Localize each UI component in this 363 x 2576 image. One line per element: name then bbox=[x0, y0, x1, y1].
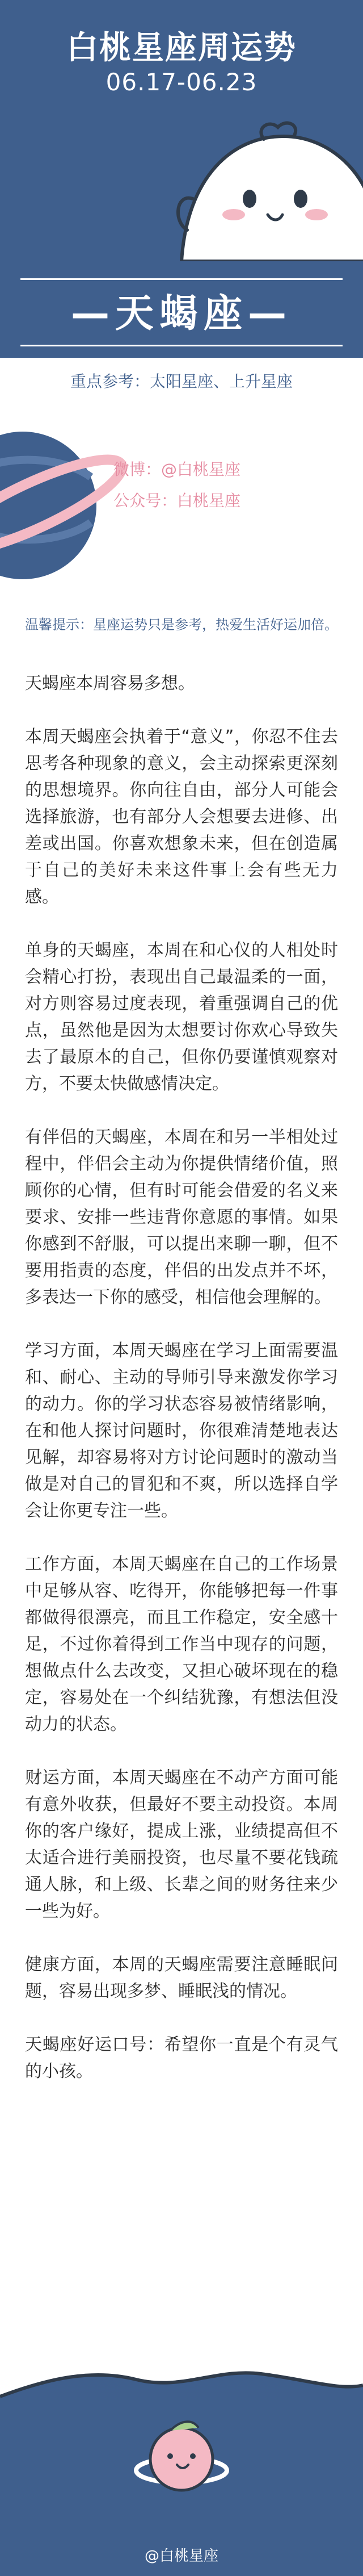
paragraph-intro: 天蝎座本周容易多想。 bbox=[25, 674, 195, 693]
dash-right: — bbox=[248, 291, 292, 336]
page-title: 白桃星座周运势 bbox=[66, 30, 297, 66]
reference-note: 重点参考：太阳星座、上升星座 bbox=[70, 372, 293, 391]
paragraph-overview: 本周天蝎座会执着于“意义”，你忍不住去思考各种现象的意义，会主动探索更深刻的思想境界。你向往自由，部分人可能会选择旅游，也有部分人会想要去进修、出差或出国。你喜欢想象未来，但在创造属于自己的美好未来这件事上会有些无力感。 bbox=[25, 727, 338, 907]
paragraph-health: 健康方面，本周的天蝎座需要注意睡眠问题，容易出现多梦、睡眠浅的情况。 bbox=[25, 1955, 338, 2001]
weibo-handle: 微博：@白桃星座 bbox=[113, 460, 241, 479]
header bbox=[0, 0, 363, 267]
paragraph-work: 工作方面，本周天蝎座在自己的工作场景中足够从容、吃得开，你能够把每一件事都做得很漂亮，而且工作稳定，安全感十足，不过你着得到工作当中现存的问题，想做点什么去改变，又担心破坏现在的稳定，容易处在一个纠结犹豫，有想法但没动力的状态。 bbox=[25, 1554, 338, 1734]
footer-handle: @白桃星座 bbox=[144, 2548, 218, 2565]
banner-top-rule bbox=[20, 278, 343, 280]
mascot-illustration bbox=[170, 114, 363, 261]
dash-left: — bbox=[70, 291, 115, 336]
paragraph-wealth: 财运方面，本周天蝎座在不动产方面可能有意外收获，但最好不要主动投资。本周你的客户缘好，提成上涨，业绩提高但不太适合进行美丽投资，也尽量不要花钱疏通人脉，和上级、长辈之间的财务往来少一些为好。 bbox=[25, 1768, 338, 1921]
sign-name bbox=[0, 283, 363, 338]
paragraph-single: 单身的天蝎座，本周在和心仪的人相处时会精心打扮，表现出自己最温柔的一面，对方则容易过度表现，着重强调自己的优点，虽然他是因为太想要讨你欢心导致失去了最原本的自己，但你仍要谨慎观察对方，不要太快做感情决定。 bbox=[25, 940, 338, 1094]
horoscope-content bbox=[25, 670, 338, 2111]
sign-banner bbox=[0, 267, 363, 358]
tip-note: 温馨提示：星座运势只是参考，热爱生活好运加倍。 bbox=[25, 617, 338, 633]
sign-name-text: 天蝎座 bbox=[115, 291, 248, 336]
date-range: 06.17-06.23 bbox=[105, 68, 258, 96]
wechat-handle: 公众号：白桃星座 bbox=[113, 491, 241, 510]
banner-bottom-rule bbox=[20, 345, 343, 346]
paragraph-study: 学习方面，本周天蝎座在学习上面需要温和、耐心、主动的导师引导来激发你学习的动力。你的学习状态容易被情绪影响，在和他人探讨问题时，你很难清楚地表达见解，却容易将对方讨论问题时的激动当做是对自己的冒犯和不爽，所以选择自学会让你更专注一些。 bbox=[25, 1341, 338, 1521]
paragraph-partnered: 有伴侣的天蝎座，本周在和另一半相处过程中，伴侣会主动为你提供情绪价值，照顾你的心情，但有时可能会借爱的名义来要求、安排一些违背你意愿的事情。如果你感到不舒服，可以提出来聊一聊，但不要用指责的态度，伴侣的出发点并不坏，多表达一下你的感受，相信他会理解的。 bbox=[25, 1127, 338, 1307]
paragraph-slogan: 天蝎座好运口号：希望你一直是个有灵气的小孩。 bbox=[25, 2035, 338, 2081]
footer-illustration bbox=[0, 2328, 363, 2576]
